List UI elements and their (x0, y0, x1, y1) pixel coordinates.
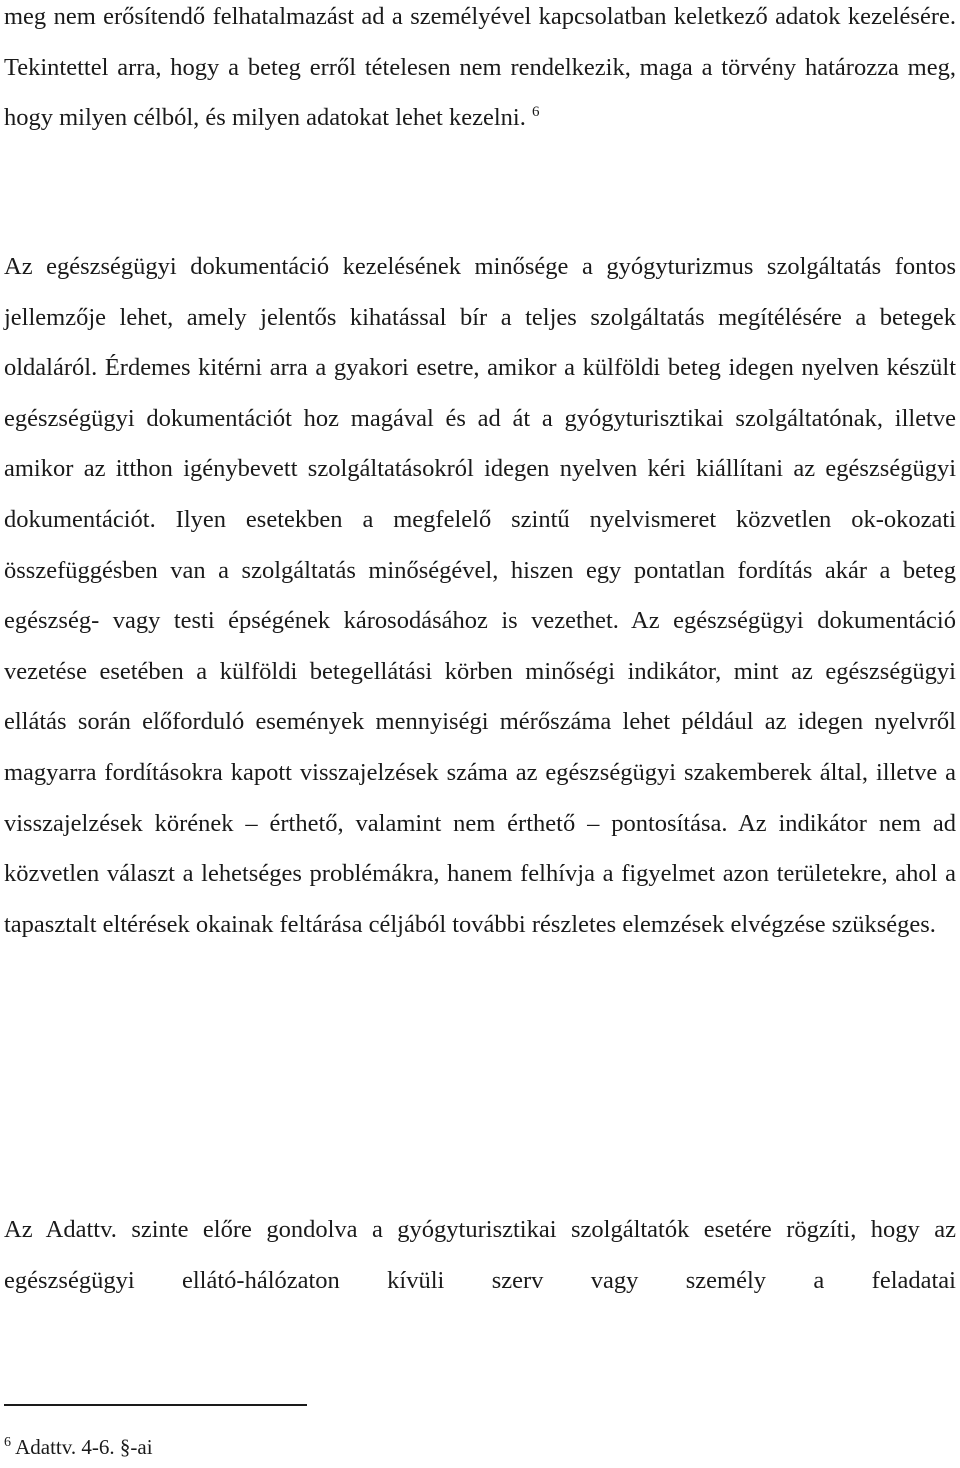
paragraph-3: Az Adattv. szinte előre gondolva a gyógyturisztikai szolgáltatók esetére rögzíti, hogy az egészségügyi ellátó-hálózaton kívüli szerv vagy személy a feladatai (4, 1216, 956, 1294)
paragraph-1 (4, 0, 956, 144)
footnote-mark: 6 (4, 1435, 11, 1450)
footnote-reference: 6 (531, 104, 540, 121)
footnote-text: Adattv. 4-6. §-ai (15, 1435, 153, 1459)
paragraph-2: Az egészségügyi dokumentáció kezelésének minősége a gyógyturizmus szolgáltatás fontos jellemzője lehet, amely jelentős kihatással bír a teljes szolgáltatás megítélésére a betegek oldaláról. Érdemes kitérni arra a gyakori esetre, amikor a külföldi beteg idegen nyelven készült egészségügyi dokumentációt hoz magával és ad át a gyógyturisztikai szolgáltatónak, illetve amikor az itthon igénybevett szolgáltatásokról idegen nyelven kéri kiállítani az egészségügyi dokumentációt. Ilyen esetekben a megfelelő szintű nyelvismeret közvetlen ok-okozati összefüggésben van a szolgáltatás minőségével, hiszen egy pontatlan fordítás akár a beteg egészség- vagy testi épségének károsodásához is vezethet. Az egészségügyi dokumentáció vezetése esetében a külföldi betegellátási körben minőségi indikátor, mint az egészségügyi ellátás során előforduló események mennyiségi mérőszáma lehet például az idegen nyelvről magyarra fordításokra kapott visszajelzések száma az egészségügyi szakemberek által, illetve a visszajelzések körének – érthető, valamint nem érthető – pontosítása. Az indikátor nem ad közvetlen választ a lehetséges problémákra, hanem felhívja a figyelmet azon területekre, ahol a tapasztalt eltérések okainak feltárása céljából további részletes elemzések elvégzése szükséges. (4, 253, 956, 938)
footnote-separator (4, 1404, 307, 1406)
footnote (4, 1432, 153, 1462)
paragraph-1-text: meg nem erősítendő felhatalmazást ad a személyével kapcsolatban keletkező adatok kezelésére. Tekintettel arra, hogy a beteg erről tételesen nem rendelkezik, maga a törvény határozza meg, hogy milyen célból, és milyen adatokat lehet kezelni. (4, 3, 956, 132)
